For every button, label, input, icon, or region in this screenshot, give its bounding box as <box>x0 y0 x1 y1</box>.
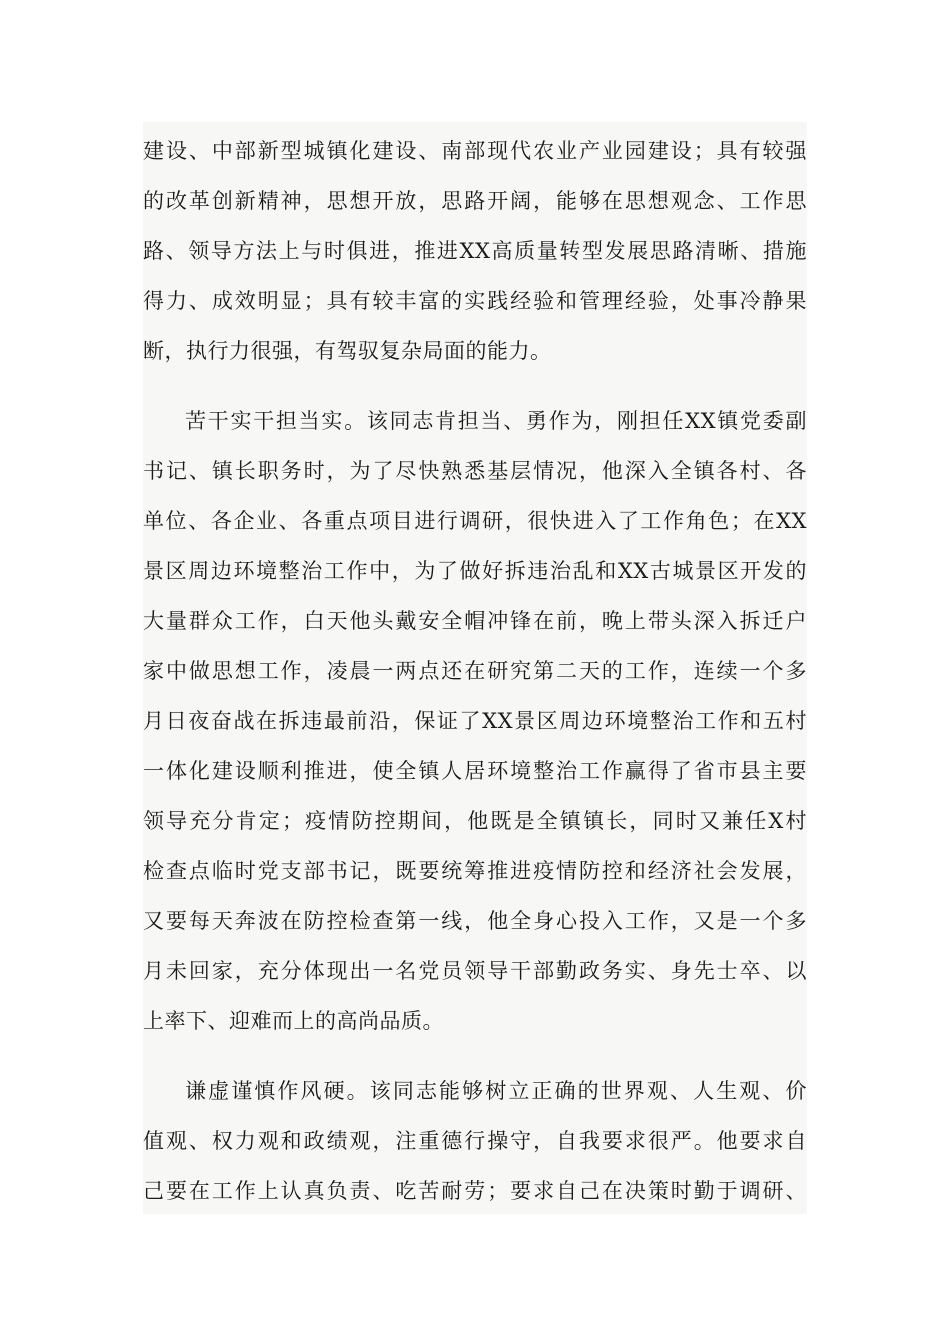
text-line: 检查点临时党支部书记，既要统筹推进疫情防控和经济社会发展， <box>143 859 807 883</box>
text-line: 月未回家，充分体现出一名党员领导干部勤政务实、身先士卒、以 <box>143 959 807 983</box>
text-line: 大量群众工作，白天他头戴安全帽冲锋在前，晚上带头深入拆迁户 <box>143 609 807 633</box>
text-line: 一体化建设顺利推进，使全镇人居环境整治工作赢得了省市县主要 <box>143 759 807 783</box>
text-line: 单位、各企业、各重点项目进行调研，很快进入了工作角色；在XX <box>143 509 807 533</box>
text-line: 上率下、迎难而上的高尚品质。 <box>143 1009 444 1033</box>
text-line: 谦虚谨慎作风硬。该同志能够树立正确的世界观、人生观、价 <box>185 1079 807 1103</box>
text-line: 建设、中部新型城镇化建设、南部现代农业产业园建设；具有较强 <box>143 139 807 163</box>
text-line: 景区周边环境整治工作中，为了做好拆违治乱和XX古城景区开发的 <box>143 559 807 583</box>
text-line: 家中做思想工作，凌晨一两点还在研究第二天的工作，连续一个多 <box>143 659 807 683</box>
document-body <box>143 122 807 1214</box>
text-line: 领导充分肯定；疫情防控期间，他既是全镇镇长，同时又兼任X村 <box>143 809 807 833</box>
text-line: 断，执行力很强，有驾驭复杂局面的能力。 <box>143 339 552 363</box>
text-line: 月日夜奋战在拆违最前沿，保证了XX景区周边环境整治工作和五村 <box>143 709 807 733</box>
text-line: 路、领导方法上与时俱进，推进XX高质量转型发展思路清晰、措施 <box>143 239 807 263</box>
text-line: 又要每天奔波在防控检查第一线，他全身心投入工作，又是一个多 <box>143 909 807 933</box>
text-line: 得力、成效明显；具有较丰富的实践经验和管理经验，处事冷静果 <box>143 289 807 313</box>
text-line: 苦干实干担当实。该同志肯担当、勇作为，刚担任XX镇党委副 <box>185 409 807 433</box>
text-line: 己要在工作上认真负责、吃苦耐劳；要求自己在决策时勤于调研、 <box>143 1179 807 1203</box>
text-line: 书记、镇长职务时，为了尽快熟悉基层情况，他深入全镇各村、各 <box>143 459 807 483</box>
text-line: 值观、权力观和政绩观，注重德行操守，自我要求很严。他要求自 <box>143 1129 807 1153</box>
text-line: 的改革创新精神，思想开放，思路开阔，能够在思想观念、工作思 <box>143 189 807 213</box>
